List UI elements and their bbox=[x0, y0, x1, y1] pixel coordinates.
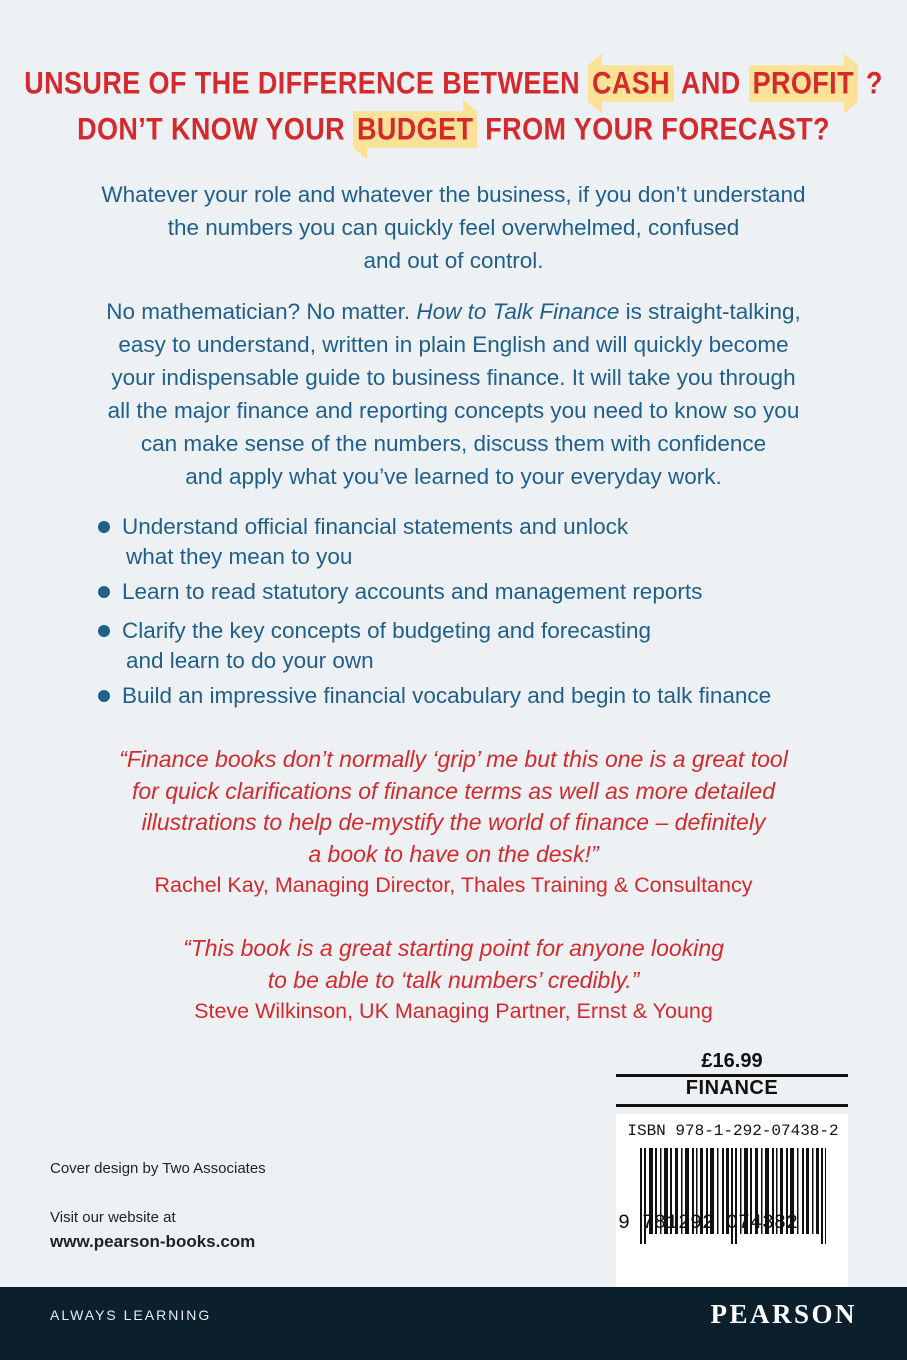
divider bbox=[616, 1104, 848, 1107]
highlight-cash: CASH bbox=[588, 65, 674, 102]
description-line bbox=[50, 295, 857, 328]
quote-line: “This book is a great starting point for anyone looking bbox=[183, 935, 724, 961]
barcode-number: 9 781292 074382 bbox=[618, 1212, 799, 1235]
intro-line: and out of control. bbox=[363, 248, 544, 273]
bullet-text: Clarify the key concepts of budgeting and forecasting bbox=[122, 618, 652, 643]
price: £16.99 bbox=[701, 1050, 763, 1072]
quote-line: to be able to ‘talk numbers’ credibly.” bbox=[267, 966, 640, 993]
description-text: is straight-talking, bbox=[619, 299, 801, 324]
intro-line: the numbers you can quickly feel overwhelmed, confused bbox=[167, 215, 740, 240]
website-link[interactable]: www.pearson-books.com bbox=[50, 1232, 256, 1251]
testimonial-quote bbox=[50, 933, 857, 1028]
quote-line: illustrations to help de-mystify the world of finance – definitely bbox=[141, 809, 766, 835]
headline-text: DON’T KNOW YOUR bbox=[77, 111, 353, 147]
quote-line: a book to have on the desk!” bbox=[308, 840, 599, 867]
headline-text: UNSURE OF THE DIFFERENCE BETWEEN bbox=[24, 65, 588, 101]
bullet-dot-icon bbox=[98, 521, 110, 533]
description-line: and apply what you’ve learned to your everyday work. bbox=[185, 464, 722, 489]
description-text: No mathematician? No matter. bbox=[106, 299, 417, 324]
description-line: can make sense of the numbers, discuss them with confidence bbox=[140, 431, 767, 456]
bullet-text: Build an impressive financial vocabulary and begin to talk finance bbox=[122, 683, 772, 708]
publisher-logo: PEARSON bbox=[710, 1299, 857, 1329]
barcode-panel bbox=[616, 1114, 848, 1298]
slogan: ALWAYS LEARNING bbox=[50, 1307, 212, 1323]
headline-line-2 bbox=[0, 111, 907, 148]
headline-line-1 bbox=[0, 65, 907, 102]
category-label: FINANCE bbox=[685, 1077, 779, 1099]
bullet-text: Learn to read statutory accounts and management reports bbox=[122, 579, 703, 604]
bullet-text: Understand official financial statements and unlock bbox=[122, 514, 629, 539]
bullet-text: and learn to do your own bbox=[126, 648, 374, 673]
book-title: How to Talk Finance bbox=[416, 299, 620, 324]
description-line: your indispensable guide to business finance. It will take you through bbox=[111, 365, 796, 390]
bullet-dot-icon bbox=[98, 586, 110, 598]
visit-text: Visit our website at bbox=[50, 1209, 176, 1226]
headline-text: ? bbox=[857, 65, 883, 101]
quote-attribution: Rachel Kay, Managing Director, Thales Training & Consultancy bbox=[154, 873, 753, 897]
cover-design-credit: Cover design by Two Associates bbox=[50, 1160, 266, 1177]
headline-text: FROM YOUR FORECAST? bbox=[477, 111, 830, 147]
description-paragraph bbox=[50, 295, 857, 493]
footer-bar bbox=[0, 1287, 907, 1360]
description-line: easy to understand, written in plain English and will quickly become bbox=[118, 332, 789, 357]
highlight-profit: PROFIT bbox=[749, 65, 858, 102]
intro-paragraph bbox=[50, 178, 857, 277]
intro-line: Whatever your role and whatever the business, if you don’t understand bbox=[101, 182, 806, 207]
isbn-label: ISBN 978-1-292-07438-2 bbox=[627, 1122, 839, 1140]
headline-text: AND bbox=[674, 65, 749, 101]
quote-line: “Finance books don’t normally ‘grip’ me but this one is a great tool bbox=[119, 746, 788, 772]
quote-line: for quick clarifications of finance terms as well as more detailed bbox=[131, 777, 775, 804]
highlight-budget: BUDGET bbox=[353, 111, 477, 148]
quote-attribution: Steve Wilkinson, UK Managing Partner, Ernst & Young bbox=[194, 999, 713, 1023]
description-line: all the major finance and reporting concepts you need to know so you bbox=[107, 398, 800, 423]
price-box bbox=[616, 1050, 848, 1248]
bullet-text: what they mean to you bbox=[126, 544, 353, 569]
bullet-dot-icon bbox=[98, 690, 110, 702]
bullet-dot-icon bbox=[98, 625, 110, 637]
testimonial-quote bbox=[50, 744, 857, 902]
